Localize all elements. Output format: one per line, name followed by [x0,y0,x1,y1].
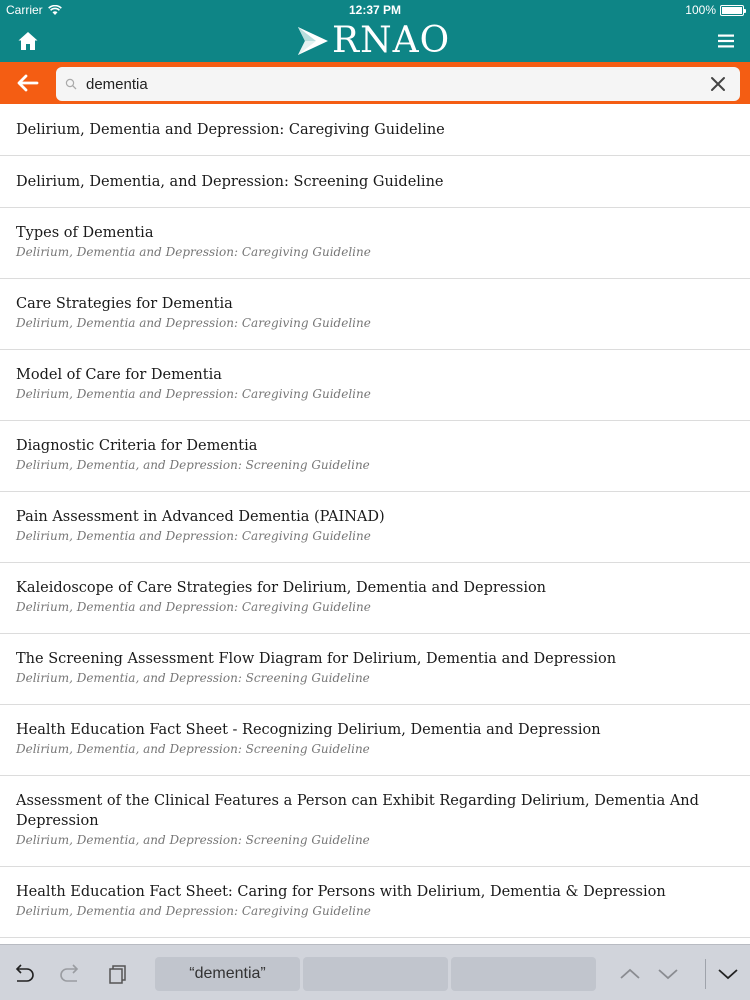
result-item[interactable] [0,776,750,867]
logo-arrow-icon [296,25,330,57]
result-item[interactable] [0,208,750,279]
result-title: Pain Assessment in Advanced Dementia (PAINAD) [16,509,385,525]
undo-icon[interactable] [12,963,36,985]
result-item[interactable] [0,279,750,350]
result-item[interactable] [0,350,750,421]
menu-icon[interactable] [716,31,736,51]
suggestion-2[interactable] [303,957,448,991]
search-bar [0,62,750,104]
dismiss-keyboard-icon[interactable] [716,963,740,985]
redo-icon[interactable] [58,963,82,985]
result-title: Types of Dementia [16,225,154,241]
search-icon [65,78,77,90]
search-field[interactable] [56,67,740,101]
battery-indicator [685,3,744,17]
result-item[interactable] [0,563,750,634]
back-arrow-icon[interactable] [16,71,40,95]
keyboard-toolbar [0,944,750,1000]
result-subtitle: Delirium, Dementia and Depression: Caregiving Guideline [16,600,371,614]
result-subtitle: Delirium, Dementia, and Depression: Screening Guideline [16,742,370,756]
result-item[interactable] [0,705,750,776]
home-icon[interactable] [16,29,40,53]
result-title: Kaleidoscope of Care Strategies for Delirium, Dementia and Depression [16,580,547,596]
result-subtitle: Delirium, Dementia and Depression: Caregiving Guideline [16,316,371,330]
suggestion-3[interactable] [451,957,596,991]
battery-icon [720,5,744,16]
result-subtitle: Delirium, Dementia, and Depression: Screening Guideline [16,458,370,472]
battery-percent: 100% [685,3,716,17]
result-title: Assessment of the Clinical Features a Person can Exhibit Regarding Delirium, Dementia And Depression [16,793,699,829]
clear-icon[interactable] [710,76,726,92]
result-title: The Screening Assessment Flow Diagram for Delirium, Dementia and Depression [16,651,617,667]
suggestion-1[interactable]: “dementia” [155,957,300,991]
result-item[interactable] [0,421,750,492]
logo-text: RNAO [332,20,451,61]
result-item[interactable] [0,867,750,938]
app-header [0,20,750,62]
result-subtitle: Delirium, Dementia and Depression: Caregiving Guideline [16,387,371,401]
chevron-down-icon[interactable] [656,963,680,985]
result-title: Health Education Fact Sheet - Recognizing Delirium, Dementia and Depression [16,722,601,738]
result-title: Health Education Fact Sheet: Caring for Persons with Delirium, Dementia & Depression [16,884,666,900]
search-results-list [0,104,750,944]
result-subtitle: Delirium, Dementia and Depression: Caregiving Guideline [16,245,371,259]
carrier-label: Carrier [6,3,43,17]
rnao-logo [296,20,450,62]
result-subtitle: Delirium, Dementia and Depression: Caregiving Guideline [16,529,371,543]
result-subtitle: Delirium, Dementia, and Depression: Screening Guideline [16,671,370,685]
result-item[interactable] [0,104,750,156]
result-title: Delirium, Dementia and Depression: Caregiving Guideline [16,121,445,138]
search-input[interactable] [86,67,696,101]
result-title: Model of Care for Dementia [16,367,222,383]
result-subtitle: Delirium, Dementia, and Depression: Screening Guideline [16,833,370,847]
paste-icon[interactable] [104,963,128,985]
status-bar [0,0,750,20]
result-item[interactable] [0,156,750,208]
toolbar-divider [705,959,706,989]
result-title: Diagnostic Criteria for Dementia [16,438,258,454]
clock: 12:37 PM [348,3,402,17]
result-title: Delirium, Dementia, and Depression: Screening Guideline [16,173,444,190]
result-item[interactable] [0,492,750,563]
result-subtitle: Delirium, Dementia and Depression: Caregiving Guideline [16,904,371,918]
result-title: Care Strategies for Dementia [16,296,233,312]
chevron-up-icon[interactable] [618,963,642,985]
result-item[interactable] [0,634,750,705]
